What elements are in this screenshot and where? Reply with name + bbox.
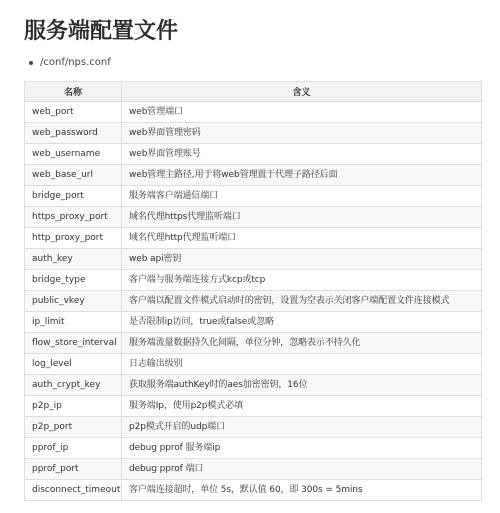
table-row [25, 396, 482, 417]
param-name: ip_limit [25, 312, 122, 333]
param-description: 客户端以配置文件模式启动时的密钥，设置为空表示关闭客户端配置文件连接模式 [122, 291, 482, 312]
param-description: 客户端连接超时，单位 5s，默认值 60，即 300s = 5mins [122, 480, 482, 501]
table-row [25, 249, 482, 270]
param-description: 是否限制ip访问，true或false或忽略 [122, 312, 482, 333]
param-name: disconnect_timeout [25, 480, 122, 501]
config-table [24, 81, 482, 501]
table-row [25, 333, 482, 354]
table-row [25, 438, 482, 459]
param-description: p2p模式开启的udp端口 [122, 417, 482, 438]
param-name: web_base_url [25, 165, 122, 186]
param-name: web_port [25, 102, 122, 123]
param-name: bridge_type [25, 270, 122, 291]
param-description: 客户端与服务端连接方式kcp或tcp [122, 270, 482, 291]
table-row [25, 165, 482, 186]
param-description: debug pprof 端口 [122, 459, 482, 480]
table-row [25, 312, 482, 333]
param-name: web_username [25, 144, 122, 165]
param-name: http_proxy_port [25, 228, 122, 249]
param-name: p2p_port [25, 417, 122, 438]
param-name: log_level [25, 354, 122, 375]
param-description: debug pprof 服务端ip [122, 438, 482, 459]
param-name: auth_crypt_key [25, 375, 122, 396]
table-row [25, 228, 482, 249]
param-description: web管理主路径,用于将web管理置于代理子路径后面 [122, 165, 482, 186]
table-header-row [25, 82, 482, 102]
table-row [25, 354, 482, 375]
table-row [25, 459, 482, 480]
column-header-meaning: 含义 [122, 82, 482, 102]
table-row [25, 123, 482, 144]
column-header-name: 名称 [25, 82, 122, 102]
param-name: auth_key [25, 249, 122, 270]
param-description: web界面管理账号 [122, 144, 482, 165]
param-description: 域名代理http代理监听端口 [122, 228, 482, 249]
table-row [25, 375, 482, 396]
table-row [25, 144, 482, 165]
param-description: 服务端客户端通信端口 [122, 186, 482, 207]
param-description: 服务端流量数据持久化间隔，单位分钟，忽略表示不持久化 [122, 333, 482, 354]
bullet-item [28, 56, 111, 70]
page-title: 服务端配置文件 [24, 19, 179, 44]
table-row [25, 417, 482, 438]
param-name: p2p_ip [25, 396, 122, 417]
param-description: 域名代理https代理监听端口 [122, 207, 482, 228]
bullet-dot-icon [29, 61, 33, 65]
param-description: web管理端口 [122, 102, 482, 123]
config-path: /conf/nps.conf [40, 57, 111, 68]
table-row [25, 102, 482, 123]
table-row [25, 270, 482, 291]
table-row [25, 291, 482, 312]
param-name: flow_store_interval [25, 333, 122, 354]
param-description: 获取服务端authKey时的aes加密密钥，16位 [122, 375, 482, 396]
param-description: web api密钥 [122, 249, 482, 270]
table-row [25, 186, 482, 207]
param-description: web界面管理密码 [122, 123, 482, 144]
param-name: web_password [25, 123, 122, 144]
table-row [25, 480, 482, 501]
table-body [25, 102, 482, 501]
table-row [25, 207, 482, 228]
param-description: 服务端Ip，使用p2p模式必填 [122, 396, 482, 417]
param-name: https_proxy_port [25, 207, 122, 228]
param-description: 日志输出级别 [122, 354, 482, 375]
param-name: pprof_port [25, 459, 122, 480]
param-name: bridge_port [25, 186, 122, 207]
bullet-list [28, 56, 111, 70]
param-name: pprof_ip [25, 438, 122, 459]
param-name: public_vkey [25, 291, 122, 312]
